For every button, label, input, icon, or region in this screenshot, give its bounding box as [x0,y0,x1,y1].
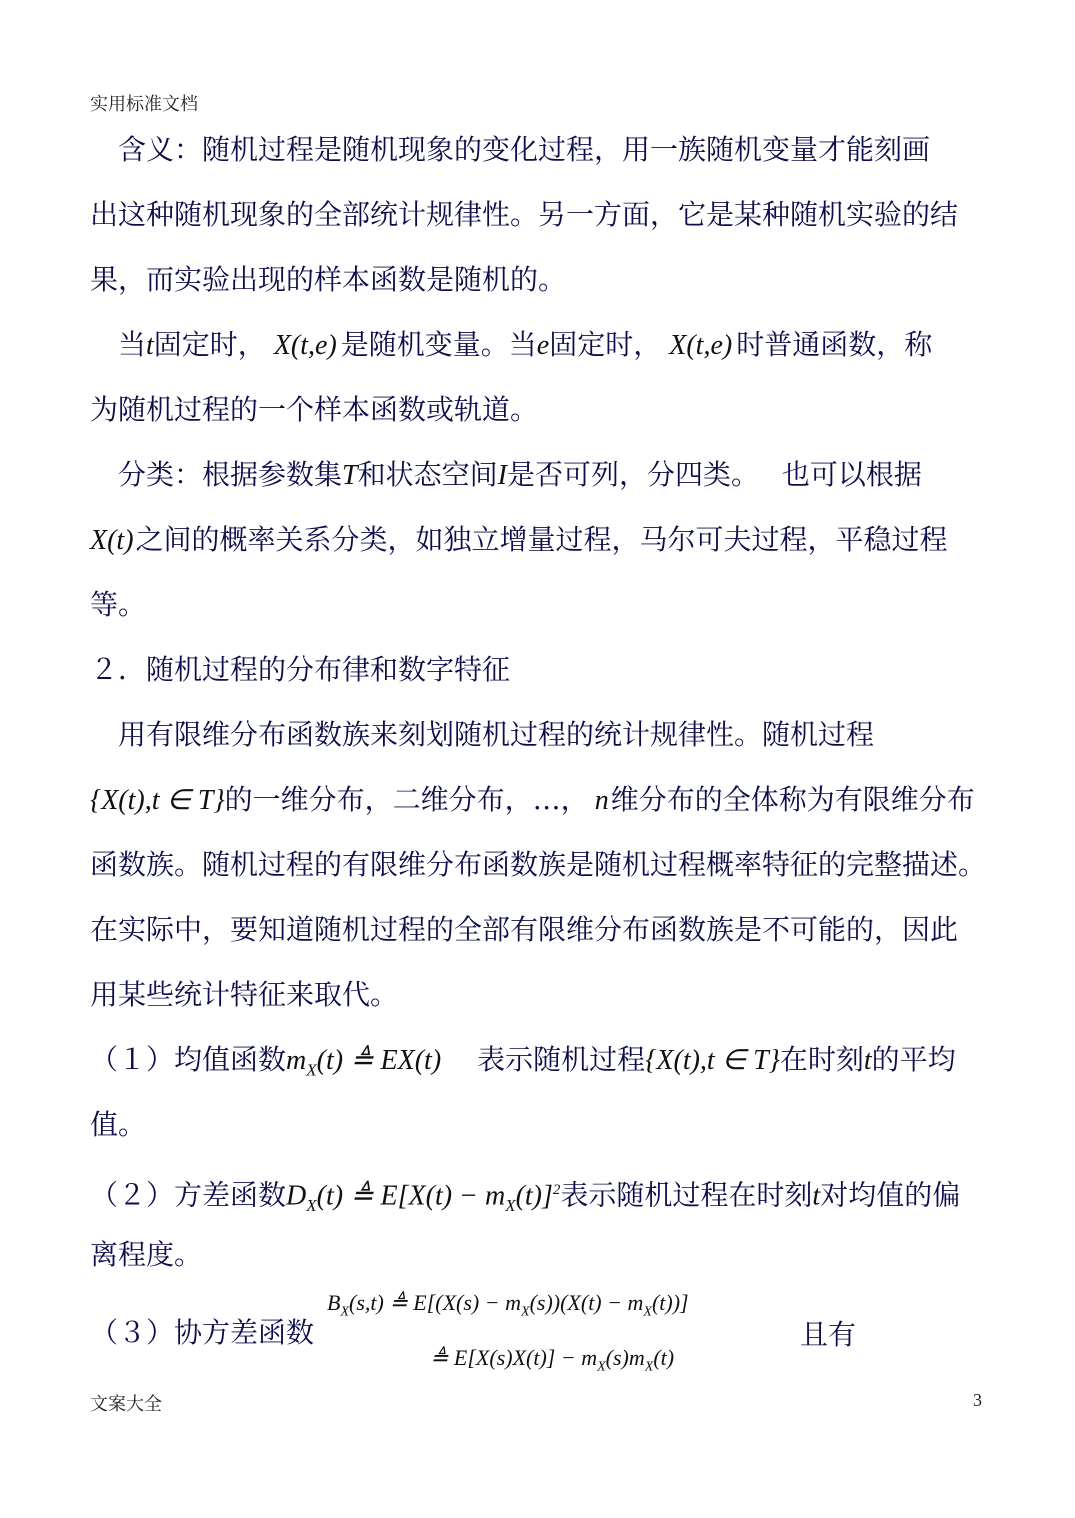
math-subscript: X [521,1304,530,1320]
variance-function-line [90,1170,960,1226]
math-symbol: I [497,460,507,491]
text-run: 是随机变量。当 [340,328,537,361]
text-line [90,975,398,1015]
math-expression: m [286,1045,307,1076]
math-subscript: X [643,1304,652,1320]
text-run: 的平均 [871,1043,956,1076]
text-run: （２）方差函数 [90,1178,287,1212]
math-symbol: T [342,460,358,491]
text-line [90,715,874,755]
math-expression: (t) ≜ E[X(t) − m [316,1180,506,1212]
text-run: 和状态空间 [357,458,498,491]
text-run: 为随机过程的一个样本函数或轨道。 [90,393,539,426]
math-expression: (t) ≜ EX(t) [316,1045,442,1076]
math-expression: (s)m [605,1345,645,1370]
page-footer-text: 文案大全 [90,1394,162,1415]
text-line [90,910,958,950]
text-run: 表示随机过程 [449,1043,646,1076]
text-run: 果，而实验出现的样本函数是随机的。 [90,263,567,296]
math-subscript: X [306,1060,317,1080]
math-expression: B [327,1290,341,1315]
text-line [90,130,930,170]
math-expression: D [286,1180,307,1212]
math-expression: (s))(X(t) − m [529,1290,644,1315]
math-subscript: X [306,1195,317,1215]
mean-function-line [90,1040,956,1091]
covariance-formula-line-1 [327,1290,689,1320]
section-heading [90,650,510,690]
text-line [90,1105,146,1145]
text-run: 固定时， [549,328,662,361]
text-line [90,325,932,366]
math-symbol: n [594,785,609,816]
text-run: 对均值的偏 [820,1178,961,1212]
text-run: 离程度。 [90,1238,203,1271]
text-line [90,455,922,496]
math-expression: (t) [653,1345,675,1370]
covariance-function-line [90,1313,314,1353]
text-line [90,780,975,821]
page-header: 实用标准文档 [90,94,198,115]
math-symbol: t [812,1180,821,1212]
math-subscript: X [597,1359,606,1375]
math-subscript: X [644,1359,654,1375]
text-run: 的一维分布，二维分布，…， [224,783,589,816]
text-run: 用有限维分布函数族来刻划随机过程的统计规律性。随机过程 [90,718,875,751]
math-expression: X(t) [90,525,134,556]
math-expression: {X(t),t ∈ T} [90,785,225,816]
text-line [90,585,146,625]
text-run: 之间的概率关系分类，如独立增量过程，马尔可夫过程，平稳过程 [135,523,948,556]
math-expression: X(t,e) [273,330,337,361]
math-expression: X(t,e) [669,330,733,361]
text-run: 表示随机过程在时刻 [560,1178,813,1212]
text-line [90,195,958,235]
text-run: 出这种随机现象的全部统计规律性。另一方面，它是某种随机实验的结 [90,198,959,231]
text-run: ２．随机过程的分布律和数字特征 [90,653,511,686]
text-line [90,260,566,300]
text-run: 在时刻 [779,1043,864,1076]
text-run: 值。 [90,1108,147,1141]
text-line [90,1235,202,1275]
text-line [90,390,538,430]
text-run: 是否可列，分四类。 也可以根据 [506,458,922,491]
text-line [90,520,948,561]
text-run: 等。 [90,588,147,621]
text-run: （３）协方差函数 [90,1316,315,1349]
text-run: （１）均值函数 [90,1043,287,1076]
text-run: 时普通函数，称 [736,328,933,361]
text-run: 在实际中，要知道随机过程的全部有限维分布函数族是不可能的，因此 [90,913,959,946]
math-expression: (t)] [515,1180,553,1212]
math-subscript: X [340,1304,350,1320]
math-expression: {X(t),t ∈ T} [645,1045,780,1076]
math-superscript: 2 [552,1182,561,1198]
text-run: 固定时， [153,328,266,361]
page-number: 3 [973,1390,982,1410]
math-expression: (s,t) ≜ E[(X(s) − m [349,1290,521,1315]
math-subscript: X [505,1195,516,1215]
text-run: 函数族。随机过程的有限维分布函数族是随机过程概率特征的完整描述。 [90,848,987,881]
text-run: 当 [90,328,147,361]
covariance-formula-line-2 [430,1345,674,1375]
text-run: 含义：随机过程是随机现象的变化过程，用一族随机变量才能刻画 [90,133,931,166]
text-run: 用某些统计特征来取代。 [90,978,399,1011]
text-run: 分类：根据参数集 [90,458,343,491]
text-run: 维分布的全体称为有限维分布 [610,783,975,816]
text-line [90,845,986,885]
math-expression: (t))] [651,1290,689,1315]
text-run: 且有 [800,1318,857,1351]
math-symbol: e [536,330,550,361]
math-symbol: t [146,330,154,361]
math-symbol: t [863,1045,872,1076]
math-expression: ≜ E[X(s)X(t)] − m [430,1345,598,1370]
